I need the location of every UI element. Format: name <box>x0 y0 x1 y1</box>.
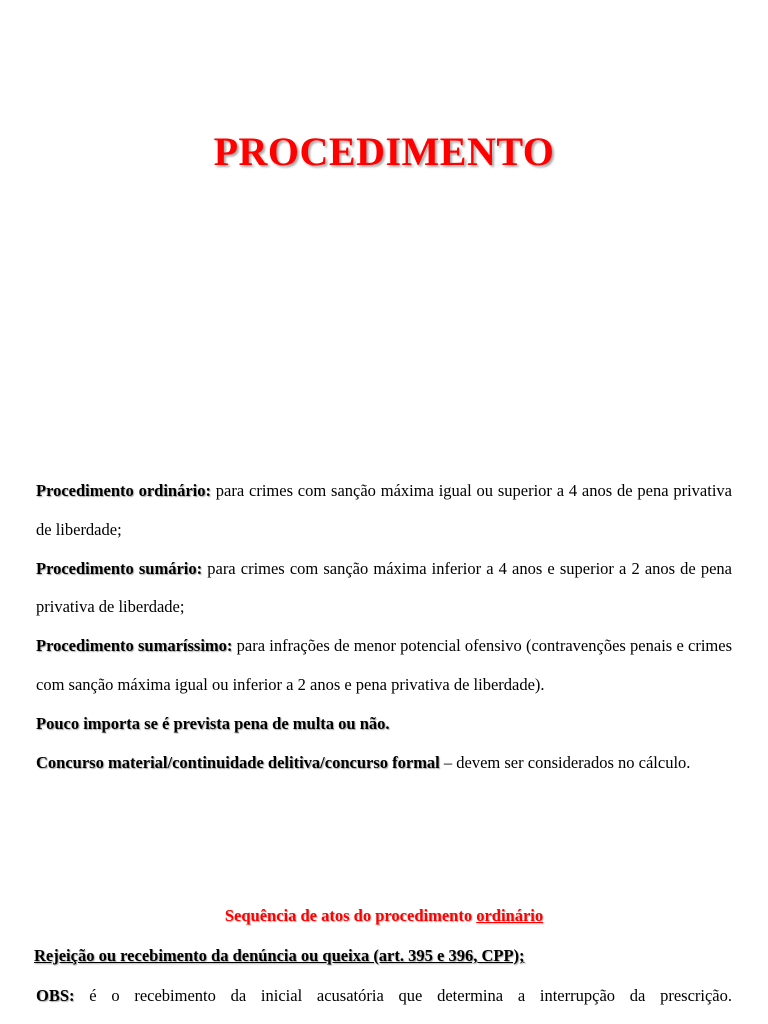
paragraph-lead: Procedimento ordinário: <box>36 481 211 500</box>
section-heading-prefix: Sequência de atos do procedimento <box>224 906 477 925</box>
paragraph-lead: Procedimento sumaríssimo: <box>36 636 233 656</box>
paragraph-lead: Procedimento sumário: <box>36 558 203 578</box>
obs-paragraph <box>36 986 732 1006</box>
paragraph-concurso <box>36 744 732 783</box>
document-body <box>36 472 732 782</box>
paragraph-text: para infrações de menor potencial ofensivo (contravenções penais e crimes com sanção máxima igual ou inferior a 2 anos e pena privativa de liberdade). <box>36 636 732 694</box>
paragraph-text: para crimes com sanção máxima inferior a 4 anos e superior a 2 anos de pena privativa de liberdade; <box>36 558 733 617</box>
paragraph-lead: Concurso material/continuidade delitiva/concurso formal <box>36 752 440 772</box>
section-heading <box>0 906 768 926</box>
paragraph-ordinario <box>36 472 732 550</box>
page-title: PROCEDIMENTO <box>213 129 555 174</box>
obs-lead: OBS: <box>36 986 75 1005</box>
obs-text: é o recebimento da inicial acusatória que determina a interrupção da prescrição. <box>74 986 732 1005</box>
paragraph-text: – devem ser considerados no cálculo. <box>439 752 691 772</box>
paragraph-sumarissimo <box>36 627 732 705</box>
multa-note: Pouco importa se é prevista pena de multa ou não. <box>36 713 390 733</box>
paragraph-sumario <box>36 550 732 628</box>
paragraph-text: para crimes com sanção máxima igual ou superior a 4 anos de pena privativa de liberdade; <box>36 481 732 539</box>
rejeicao-heading: Rejeição ou recebimento da denúncia ou queixa (art. 395 e 396, CPP); <box>34 946 525 965</box>
section-heading-emphasis: ordinário <box>476 906 544 925</box>
